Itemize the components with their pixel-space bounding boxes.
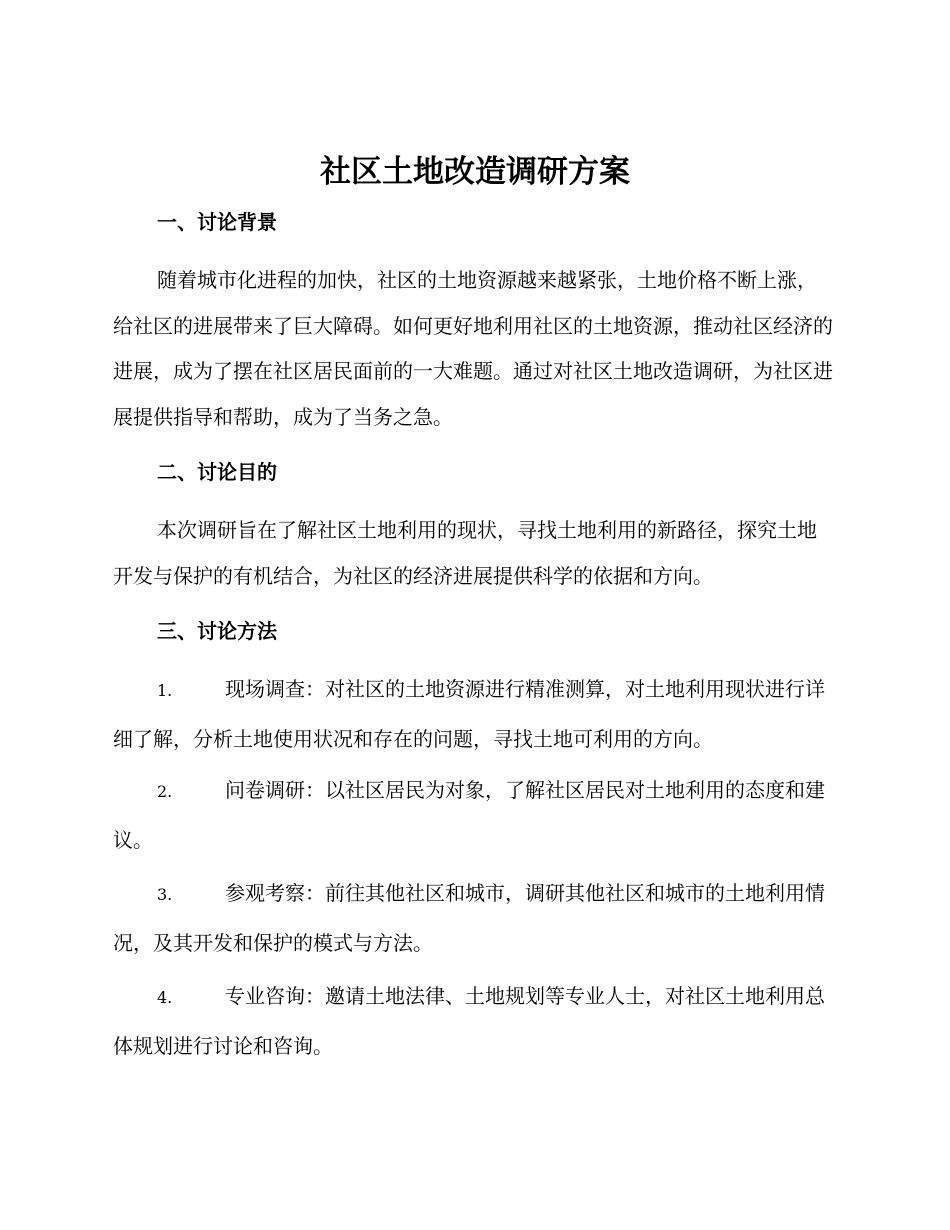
list-item-number: 3. [157, 885, 173, 904]
list-item [113, 665, 835, 763]
section-heading-purpose: 二、讨论目的 [157, 460, 277, 484]
list-item-number: 4. [157, 988, 173, 1007]
list-item [113, 869, 835, 967]
list-item [113, 766, 835, 864]
section-heading-background: 一、讨论背景 [157, 210, 277, 234]
section-paragraph-purpose: 本次调研旨在了解社区土地利用的现状，寻找土地利用的新路径，探究土地开发与保护的有机结合，为社区的经济进展提供科学的依据和方向。 [113, 518, 817, 588]
list-item-text: 现场调查：对社区的土地资源进行精准测算，对土地利用现状进行详细了解，分析土地使用状况和存在的问题，寻找土地可利用的方向。 [113, 677, 825, 751]
list-item-text: 专业咨询：邀请土地法律、土地规划等专业人士，对社区土地利用总体规划进行讨论和咨询。 [113, 984, 825, 1058]
list-item-text: 参观考察：前往其他社区和城市，调研其他社区和城市的土地利用情况，及其开发和保护的模式与方法。 [113, 881, 825, 955]
list-item [113, 972, 835, 1070]
list-item-text: 问卷调研：以社区居民为对象，了解社区居民对土地利用的态度和建议。 [113, 778, 825, 852]
list-item-number: 2. [157, 782, 173, 801]
section-paragraph-background: 随着城市化进程的加快，社区的土地资源越来越紧张，土地价格不断上涨，给社区的进展带来了巨大障碍。如何更好地利用社区的土地资源，推动社区经济的进展，成为了摆在社区居民面前的一大难题。通过对社区土地改造调研，为社区进展提供指导和帮助，成为了当务之急。 [113, 268, 833, 429]
section-heading-methods: 三、讨论方法 [157, 619, 277, 643]
list-item-number: 1. [157, 681, 173, 700]
document-title: 社区土地改造调研方案 [320, 154, 630, 190]
